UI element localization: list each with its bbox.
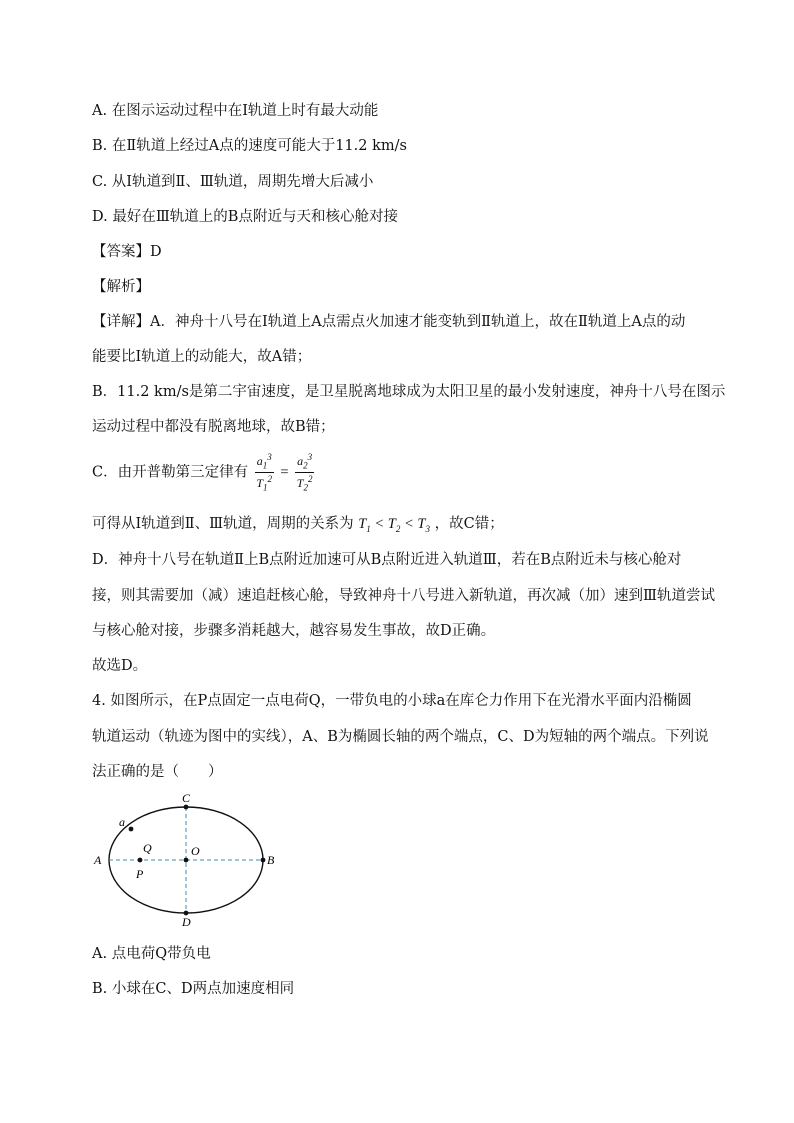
kepler-fraction-left: $\frac{a_1^3}{T_1^2}$ bbox=[256, 452, 273, 493]
ellipse-orbit-figure bbox=[88, 792, 288, 932]
point-p bbox=[138, 858, 143, 863]
label-o: O bbox=[191, 844, 200, 858]
option-b: B. 在Ⅱ轨道上经过A点的速度可能大于11.2 km/s bbox=[92, 138, 407, 154]
point-o bbox=[184, 858, 189, 863]
explain-choose: 故选D。 bbox=[92, 658, 148, 674]
kepler-fraction-right: $\frac{a_2^3}{T_2^2}$ bbox=[296, 452, 313, 493]
label-a-endpoint: A bbox=[94, 853, 102, 867]
option-d: D. 最好在Ⅲ轨道上的B点附近与天和核心舱对接 bbox=[92, 209, 398, 225]
question4-line2: 轨道运动（轨迹为图中的实线），A、B为椭圆长轴的两个端点，C、D为短轴的两个端点。下列说 bbox=[92, 729, 709, 745]
question4-line1: 4. 如图所示，在P点固定一点电荷Q，一带负电的小球a在库仑力作用下在光滑水平面内沿椭圆 bbox=[92, 693, 692, 709]
analysis-title: 【解析】 bbox=[92, 279, 150, 295]
label-d: D bbox=[182, 915, 191, 929]
point-b bbox=[261, 858, 266, 863]
label-b: B bbox=[267, 853, 275, 867]
explain-d-line1: D．神舟十八号在轨道Ⅱ上B点附近加速可从B点附近进入轨道Ⅲ，若在B点附近未与核心舱对 bbox=[92, 552, 682, 568]
label-q: Q bbox=[143, 841, 152, 855]
period-relation: $T_1 < T_2 < T_3$ bbox=[358, 516, 430, 534]
explain-b-line2: 运动过程中都没有脱离地球，故B错； bbox=[92, 419, 335, 435]
ball-a bbox=[129, 827, 134, 832]
explain-d-line2: 接，则其需要加（减）速追赶核心舱，导致神舟十八号进入新轨道，再次减（加）速到Ⅲ轨道尝试 bbox=[92, 588, 715, 604]
option-a: A. 在图示运动过程中在Ⅰ轨道上时有最大动能 bbox=[92, 103, 379, 119]
q4-option-b: B. 小球在C、D两点加速度相同 bbox=[92, 981, 295, 997]
explain-c-text: C．由开普勒第三定律有 bbox=[92, 464, 249, 481]
q4-option-a: A. 点电荷Q带负电 bbox=[92, 946, 211, 962]
explain-d-line3: 与核心舱对接，步骤多消耗越大，越容易发生事故，故D正确。 bbox=[92, 623, 496, 639]
explain-b-line1: B．11.2 km/s是第二宇宙速度，是卫星脱离地球成为太阳卫星的最小发射速度，神舟十八号在图示 bbox=[92, 384, 726, 400]
explain-c-line1: C．由开普勒第三定律有 $\frac{a_1^3}{T_1^2}$ = $\frac{a_2^3}{T_2^2}$ bbox=[92, 452, 313, 493]
label-p: P bbox=[136, 867, 144, 881]
explain-c-line2: 可得从Ⅰ轨道到Ⅱ、Ⅲ轨道，周期的关系为 $T_1 < T_2 < T_3$ ，故C错； bbox=[92, 516, 504, 534]
label-c: C bbox=[182, 792, 191, 805]
answer-line: 【答案】D bbox=[92, 244, 162, 260]
point-c bbox=[184, 805, 189, 810]
explain-a-line2: 能要比Ⅰ轨道上的动能大，故A错； bbox=[92, 349, 312, 365]
option-c: C. 从Ⅰ轨道到Ⅱ、Ⅲ轨道，周期先增大后减小 bbox=[92, 174, 374, 190]
explain-a-line1: 【详解】A．神舟十八号在Ⅰ轨道上A点需点火加速才能变轨到Ⅱ轨道上，故在Ⅱ轨道上A点的动 bbox=[92, 314, 686, 330]
label-ball-a: a bbox=[119, 815, 125, 829]
question4-line3: 法正确的是（ ） bbox=[92, 764, 223, 780]
